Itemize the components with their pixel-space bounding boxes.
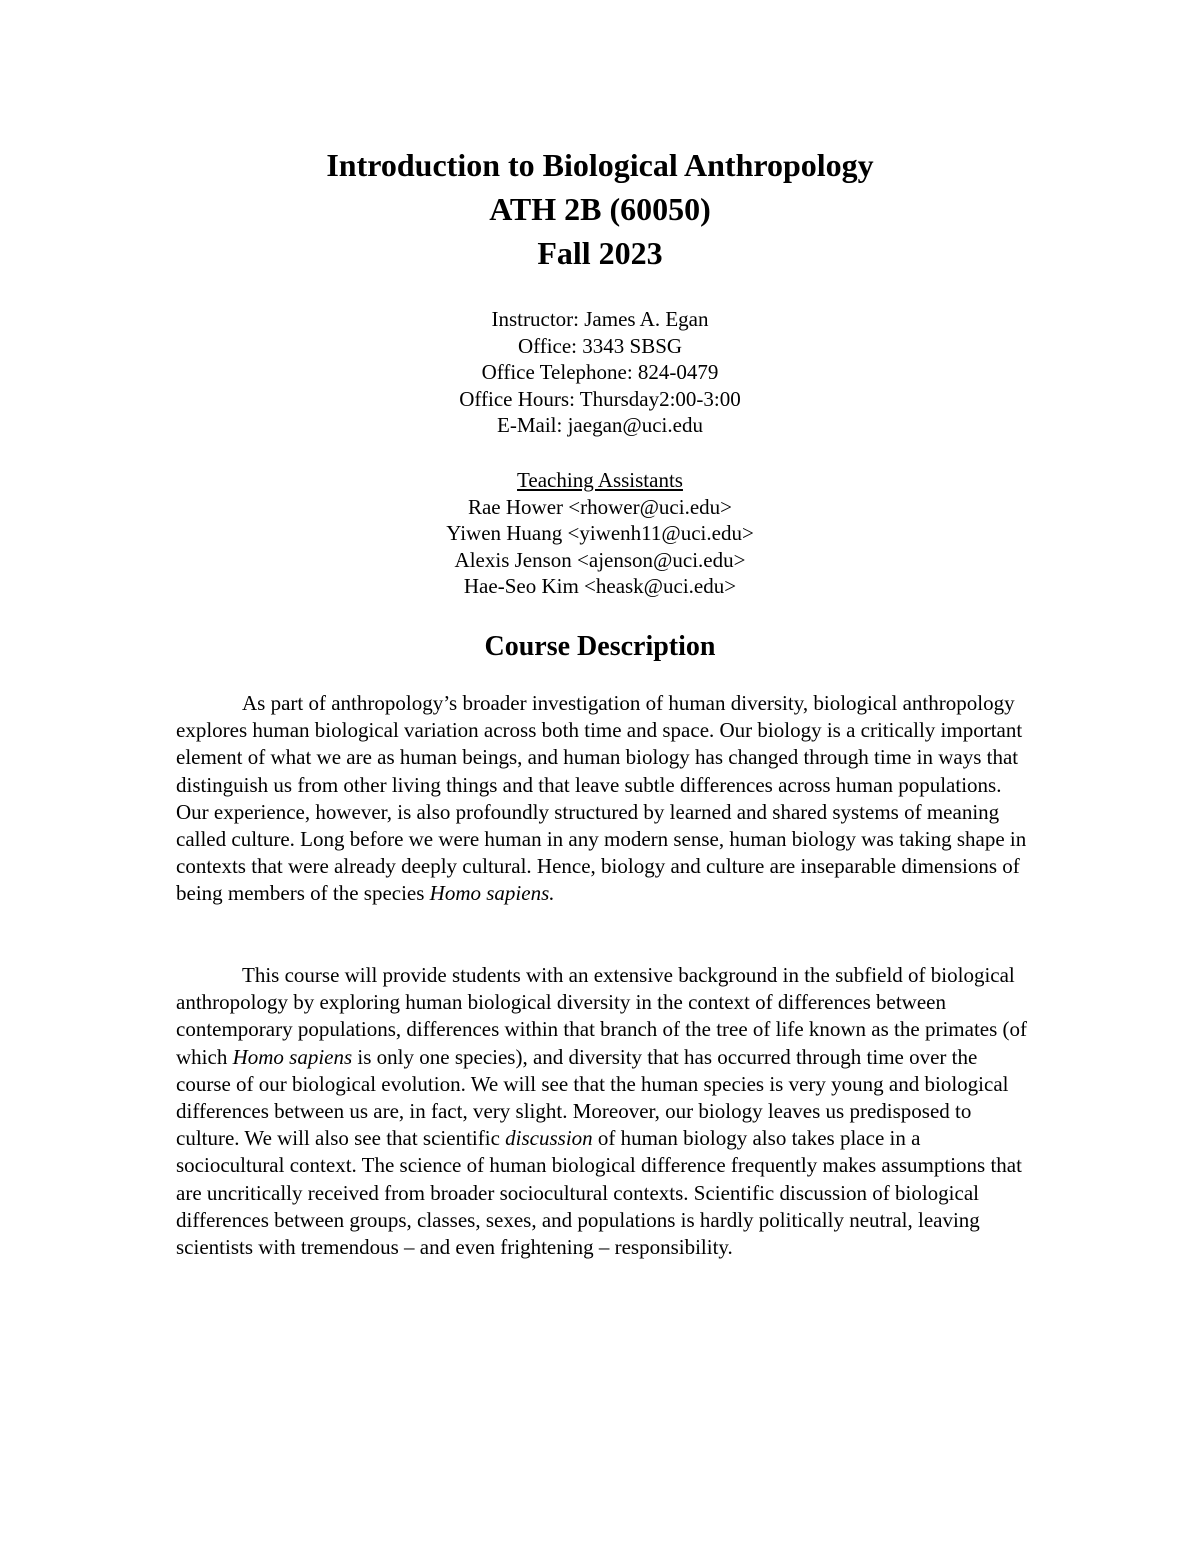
instructor-email: E-Mail: jaegan@uci.edu (497, 413, 703, 437)
course-code: ATH 2B (60050) (489, 191, 711, 227)
paragraph-text: This course will provide students with an extensive background in the subfield of biological anthropology by exploring human biological diversity in the context of differences between contemporary populations, differences within that branch of the tree of life known as the primates (of which (176, 963, 1028, 1069)
course-description-paragraph-2 (176, 962, 1028, 1261)
instructor-info (0, 306, 1200, 439)
course-title: Introduction to Biological Anthropology (326, 147, 874, 183)
instructor-office-hours: Office Hours: Thursday2:00-3:00 (459, 386, 741, 411)
instructor-office: Office: 3343 SBSG (517, 333, 683, 358)
species-name: Homo sapiens (232, 1044, 353, 1069)
paragraph-text: of human biology also takes place in a sociocultural context. The science of human biological difference frequently makes assumptions that are uncritically received from broader sociocultural contexts. Scientific discussion of biological differences between groups, classes, sexes, and populations is hardly politically neutral, leaving scientists with tremendous – and even frightening – responsibility. (176, 1126, 1022, 1260)
course-term: Fall 2023 (537, 235, 663, 271)
teaching-assistant-item: Yiwen Huang <yiwenh11@uci.edu> (446, 521, 754, 545)
teaching-assistant-item: Rae Hower <rhower@uci.edu> (467, 494, 733, 519)
course-title-block (0, 143, 1200, 275)
instructor-telephone: Office Telephone: 824-0479 (481, 360, 719, 384)
paragraph-text: is only one species), and diversity that has occurred through time over the course of our biological evolution. We will see that the human species is very young and biological differences between us are, in fact, very slight. Moreover, our biology leaves us predisposed to culture. We will also see that scientific (176, 1044, 1009, 1151)
teaching-assistant-item: Alexis Jenson <ajenson@uci.edu> (454, 547, 746, 572)
course-description-paragraph-1 (176, 690, 1028, 908)
emphasis-word: discussion (505, 1126, 593, 1151)
species-name: Homo sapiens. (429, 881, 555, 906)
teaching-assistant-item: Hae-Seo Kim <heask@uci.edu> (463, 574, 737, 598)
teaching-assistants-heading: Teaching Assistants (517, 468, 683, 492)
course-description-heading: Course Description (484, 631, 716, 662)
paragraph-text: As part of anthropology’s broader investigation of human diversity, biological anthropology explores human biological variation across both time and space. Our biology is a critically important element of what we are as human beings, and human biology has changed through time in ways that distinguish us from other living things and that leave subtle differences across human populations. Our experience, however, is also profoundly structured by learned and shared systems of meaning called culture. Long before we were human in any modern sense, human biology was taking shape in contexts that were already deeply cultural. Hence, biology and culture are inseparable dimensions of being members of the species (176, 691, 1027, 906)
teaching-assistants (0, 467, 1200, 600)
instructor-name: Instructor: James A. Egan (491, 307, 709, 331)
